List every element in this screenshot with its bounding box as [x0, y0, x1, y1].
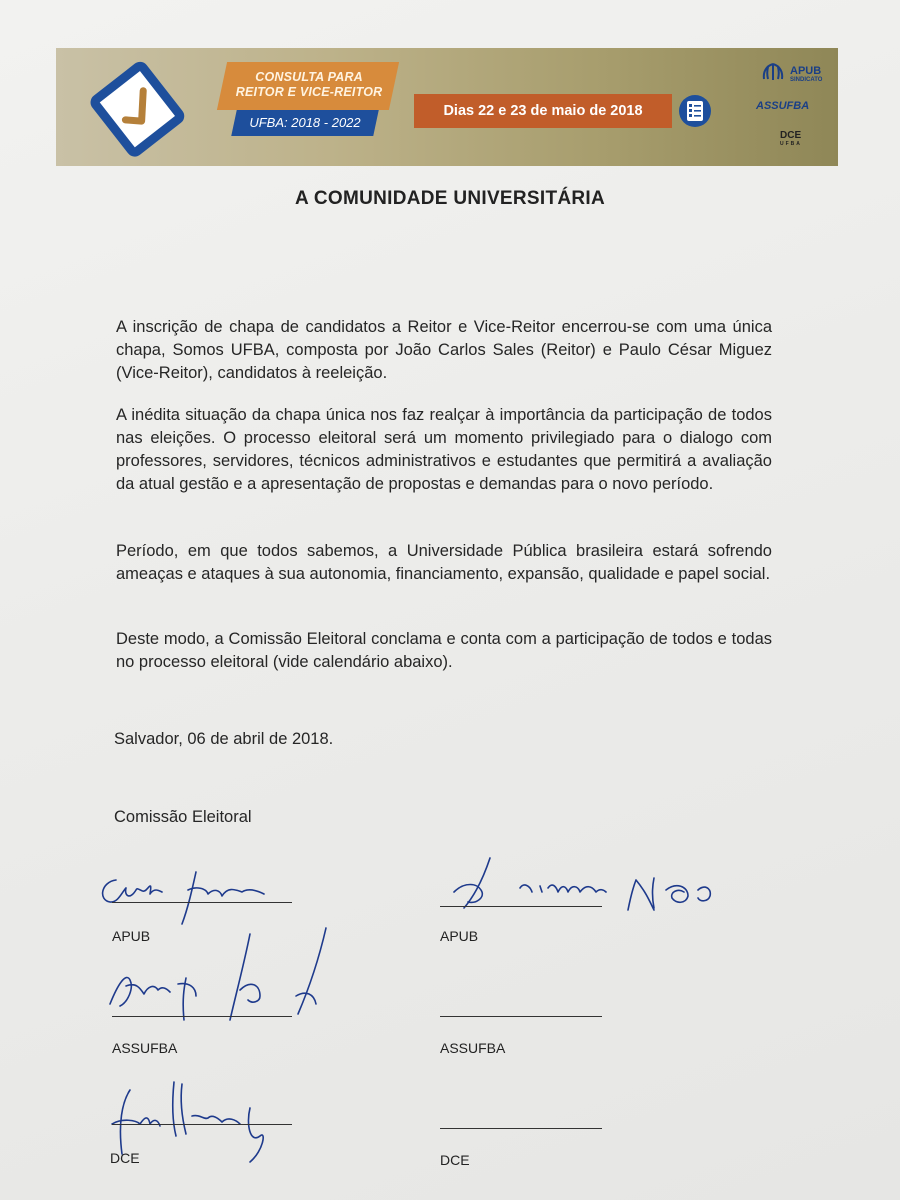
label-dce-left: DCE [110, 1150, 140, 1166]
apub-logo [790, 66, 822, 84]
paragraph-2: A inédita situação da chapa única nos faz realçar à importância da participação de todos nas eleições. O processo eleitoral será um momento privilegiado para o dialogo com professores, servidores, técnicos administrativos e estudantes que permitirá a avaliação da atual gestão e a apresentação de propostas e demandas para o novo período. [116, 406, 772, 493]
label-assufba-right: ASSUFBA [440, 1040, 506, 1056]
place-date: Salvador, 06 de abril de 2018. [114, 730, 334, 748]
label-assufba-left: ASSUFBA [112, 1040, 178, 1056]
signature-line-dce-left [112, 1124, 292, 1125]
signature-apub-left [96, 860, 296, 930]
dce-logo [780, 130, 802, 147]
signature-line-apub-right [440, 906, 602, 907]
assufba-logo: ASSUFBA [756, 100, 810, 112]
paragraph-4: Deste modo, a Comissão Eleitoral conclama e conta com a participação de todos e todas no processo eleitoral (vide calendário abaixo). [116, 630, 772, 671]
label-dce-right: DCE [440, 1152, 470, 1168]
years-tag [231, 110, 379, 136]
organization-logos [750, 60, 836, 160]
committee-name: Comissão Eleitoral [114, 808, 252, 826]
document-heading: A COMUNIDADE UNIVERSITÁRIA [294, 188, 606, 209]
signature-line-assufba-right [440, 1016, 602, 1017]
ballot-checkbox-icon [82, 58, 194, 158]
consult-title: CONSULTA PARA REITOR E VICE-REITOR [235, 70, 383, 99]
checklist-icon [678, 94, 712, 128]
signature-line-assufba-left [112, 1016, 292, 1017]
signature-assufba-left [100, 924, 340, 1024]
years-label: UFBA: 2018 - 2022 [249, 115, 361, 130]
label-apub-right: APUB [440, 928, 479, 944]
header-banner [56, 48, 838, 166]
apub-subtitle: SINDICATO [790, 77, 823, 83]
dce-subtitle: UFBA [780, 141, 802, 147]
signature-line-dce-right [440, 1128, 602, 1129]
paragraph-3: Período, em que todos sabemos, a Universidade Pública brasileira estará sofrendo ameaças e ataques à sua autonomia, financiamento, expansão, qualidade e papel social. [116, 542, 772, 583]
label-apub-left: APUB [112, 928, 151, 944]
signature-line-apub-left [112, 902, 292, 903]
consult-title-tag [217, 62, 399, 110]
dce-name: DCE [780, 130, 802, 141]
paragraph-1: A inscrição de chapa de candidatos a Reitor e Vice-Reitor encerrou-se com uma única chapa, Somos UFBA, composta por João Carlos Sales (Reitor) e Paulo César Miguez (Vice-Reitor), candidatos à reeleição. [116, 318, 772, 382]
apub-name: APUB [790, 65, 822, 77]
apub-logo-icon [760, 62, 786, 82]
election-dates: Dias 22 e 23 de maio de 2018 [414, 94, 672, 128]
